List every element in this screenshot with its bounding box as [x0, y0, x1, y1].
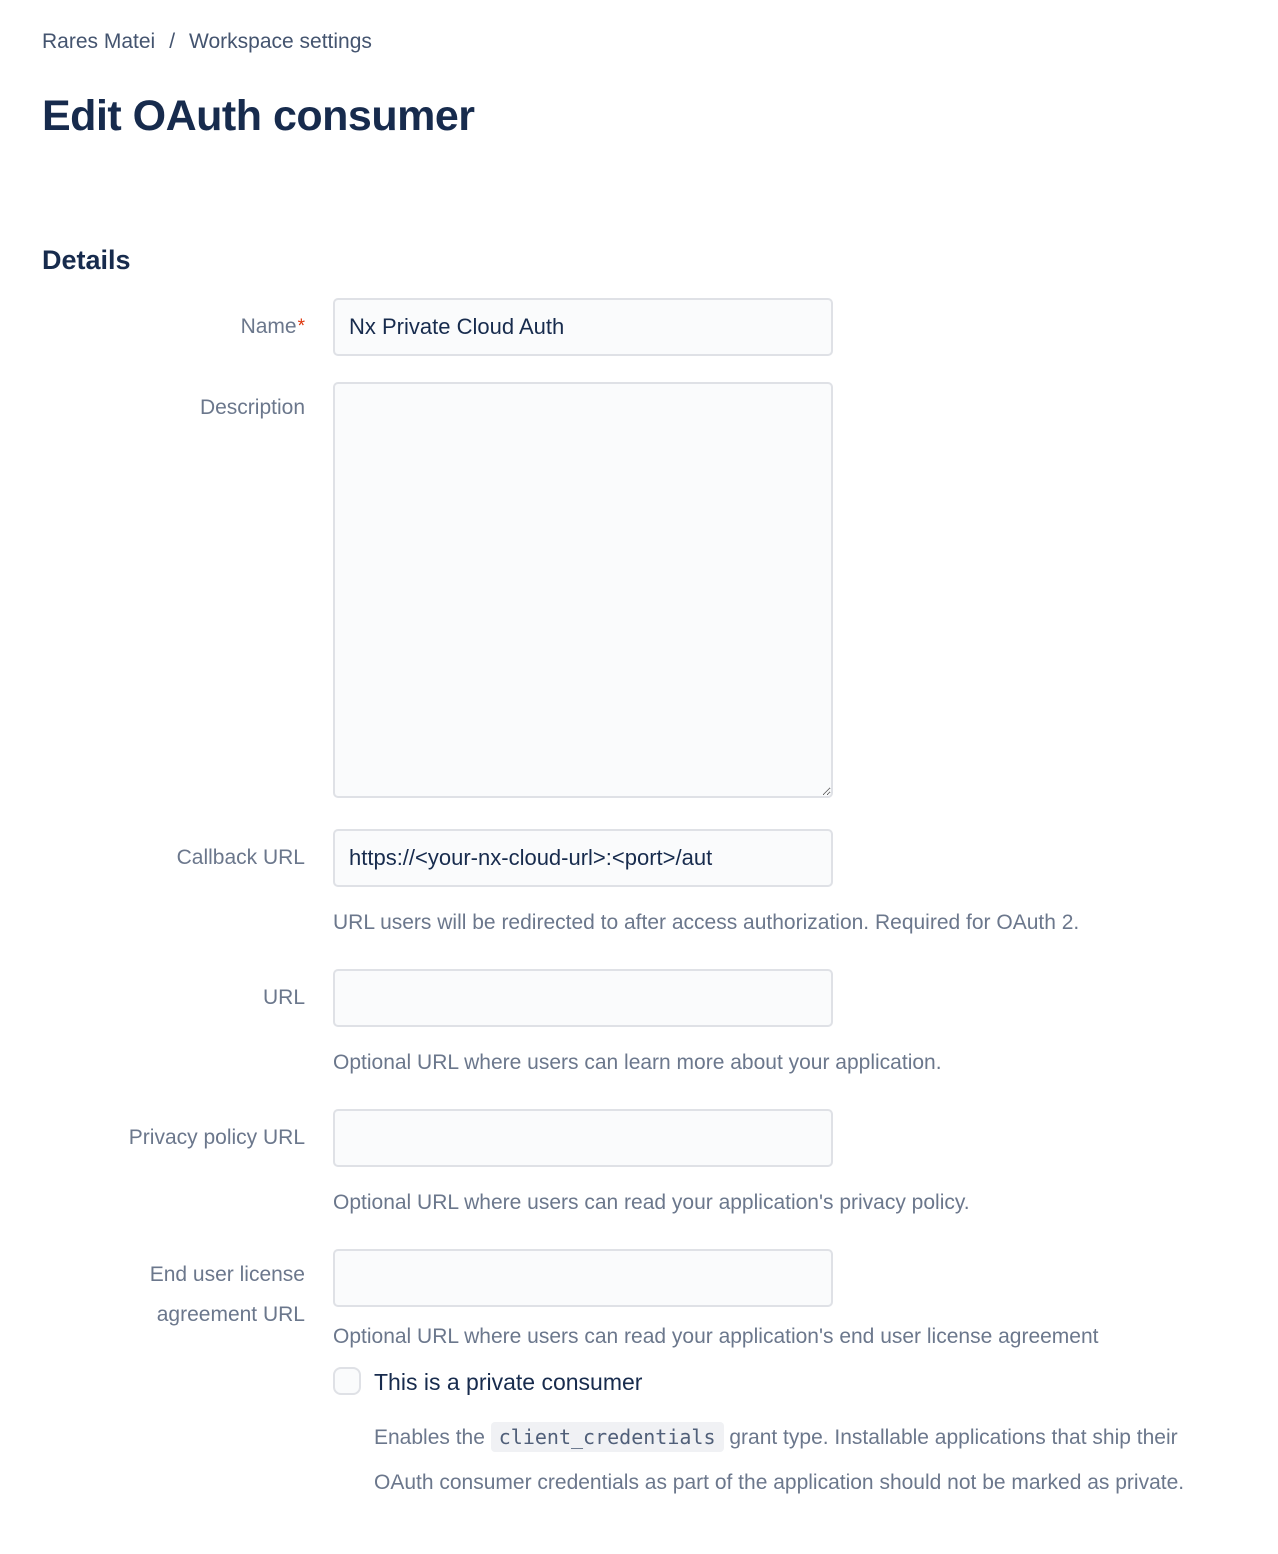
breadcrumb-user-link[interactable]: Rares Matei: [42, 30, 156, 53]
url-label: URL: [262, 986, 305, 1009]
name-row: [42, 298, 1236, 356]
private-consumer-description-before: Enables the: [374, 1426, 491, 1449]
description-row: [42, 382, 1236, 803]
url-help: Optional URL where users can learn more about your application.: [333, 1051, 942, 1074]
breadcrumb-separator: /: [169, 30, 176, 53]
breadcrumb: [42, 30, 1236, 54]
privacy-policy-url-input[interactable]: [333, 1109, 833, 1167]
url-input[interactable]: [333, 969, 833, 1027]
eula-url-row: [42, 1249, 1236, 1349]
callback-url-help: URL users will be redirected to after access authorization. Required for OAuth 2.: [333, 911, 1080, 934]
privacy-policy-url-help: Optional URL where users can read your application's privacy policy.: [333, 1191, 970, 1214]
oauth-consumer-form: [42, 298, 1236, 1505]
required-marker: *: [297, 316, 305, 337]
privacy-policy-url-label: Privacy policy URL: [128, 1126, 305, 1149]
eula-url-input[interactable]: [333, 1249, 833, 1307]
description-label: Description: [199, 396, 305, 419]
private-consumer-description: [374, 1415, 1212, 1505]
callback-url-row: [42, 829, 1236, 935]
breadcrumb-workspace-settings-link[interactable]: Workspace settings: [189, 30, 372, 53]
client-credentials-code: client_credentials: [491, 1422, 724, 1452]
privacy-policy-url-row: [42, 1109, 1236, 1215]
callback-url-input[interactable]: [333, 829, 833, 887]
name-label: Name*: [240, 315, 305, 338]
description-textarea[interactable]: [333, 382, 833, 798]
name-input[interactable]: [333, 298, 833, 356]
eula-url-label: End user license agreement URL: [149, 1263, 305, 1326]
url-row: [42, 969, 1236, 1075]
private-consumer-description-after: grant type. Installable applications that ship their OAuth consumer credentials as part of the application should not be marked as private.: [374, 1426, 1185, 1494]
page-title: Edit OAuth consumer: [42, 92, 475, 140]
private-consumer-row: [333, 1367, 1236, 1397]
private-consumer-checkbox[interactable]: [333, 1367, 361, 1395]
eula-url-help: Optional URL where users can read your application's end user license agreement: [333, 1325, 1099, 1348]
details-section-title: Details: [42, 245, 131, 275]
private-consumer-label[interactable]: This is a private consumer: [374, 1369, 643, 1395]
callback-url-label: Callback URL: [176, 846, 305, 869]
